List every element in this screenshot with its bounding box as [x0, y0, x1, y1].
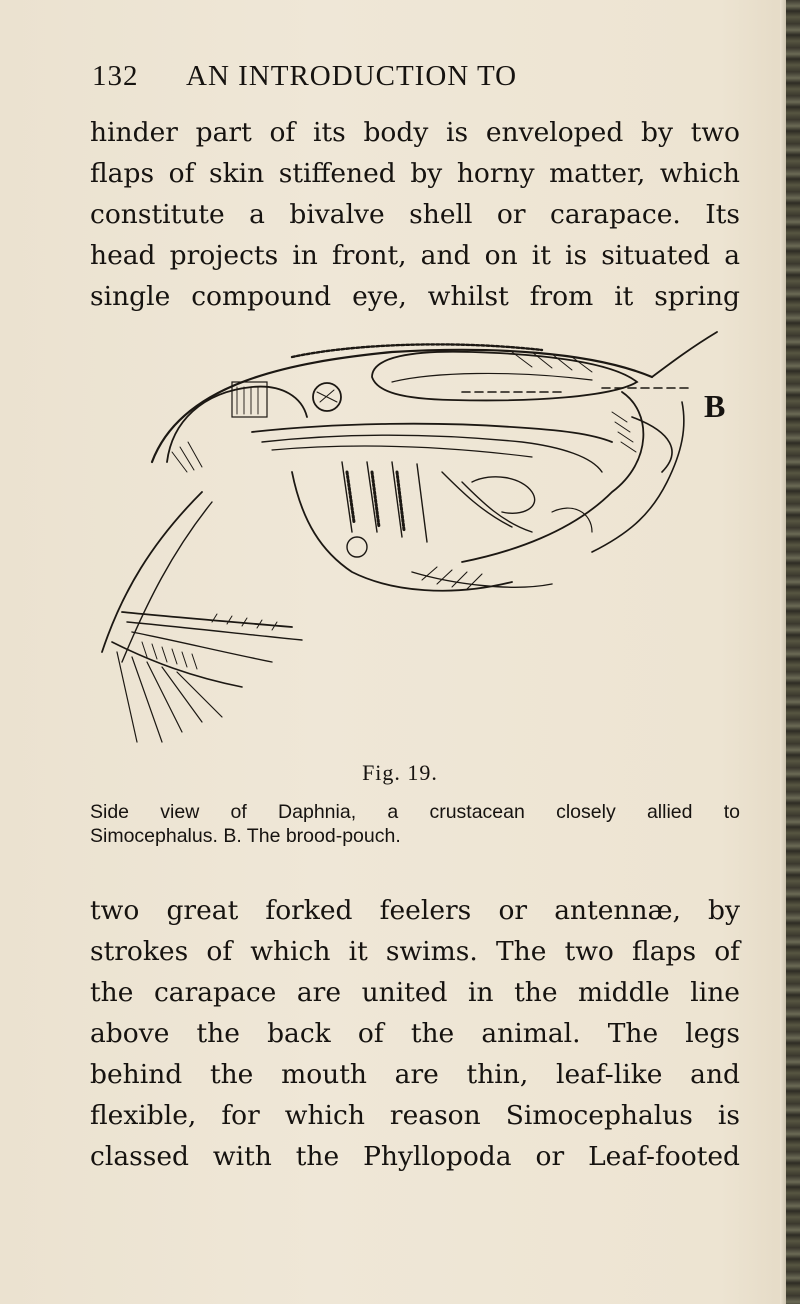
text-line: two great forked feelers or antennæ, by — [90, 895, 740, 926]
caption-line: Side view of Daphnia, a crustacean closely allied to — [90, 801, 740, 823]
text-line: strokes of which it swims. The two flaps of — [90, 936, 740, 967]
text-line: the carapace are united in the middle line — [90, 977, 740, 1008]
text-line: single compound eye, whilst from it spring — [90, 281, 740, 312]
text-line: hinder part of its body is enveloped by two — [90, 117, 740, 148]
daphnia-illustration — [92, 322, 742, 752]
running-head — [92, 60, 732, 96]
figure-label: Fig. 19. — [362, 760, 438, 785]
book-edge — [786, 0, 800, 1304]
caption-line: Simocephalus. B. The brood-pouch. — [90, 825, 401, 847]
daphnia-drawing — [92, 322, 742, 752]
text-line: flexible, for which reason Simocephalus is — [90, 1100, 740, 1131]
text-line: classed with the Phyllopoda or Leaf-footed — [90, 1141, 740, 1172]
text-line: behind the mouth are thin, leaf-like and — [90, 1059, 740, 1090]
text-line: head projects in front, and on it is situated a — [90, 240, 740, 271]
text-line: flaps of skin stiffened by horny matter, which — [90, 158, 740, 189]
page-number: 132 — [92, 60, 139, 92]
paragraph-top — [90, 112, 740, 317]
running-head-title: AN INTRODUCTION TO — [186, 60, 518, 92]
figure-caption — [90, 800, 740, 848]
text-line: above the back of the animal. The legs — [90, 1018, 740, 1049]
paragraph-bottom — [90, 890, 740, 1177]
brood-pouch-marker: B — [704, 388, 726, 424]
text-line: constitute a bivalve shell or carapace. Its — [90, 199, 740, 230]
